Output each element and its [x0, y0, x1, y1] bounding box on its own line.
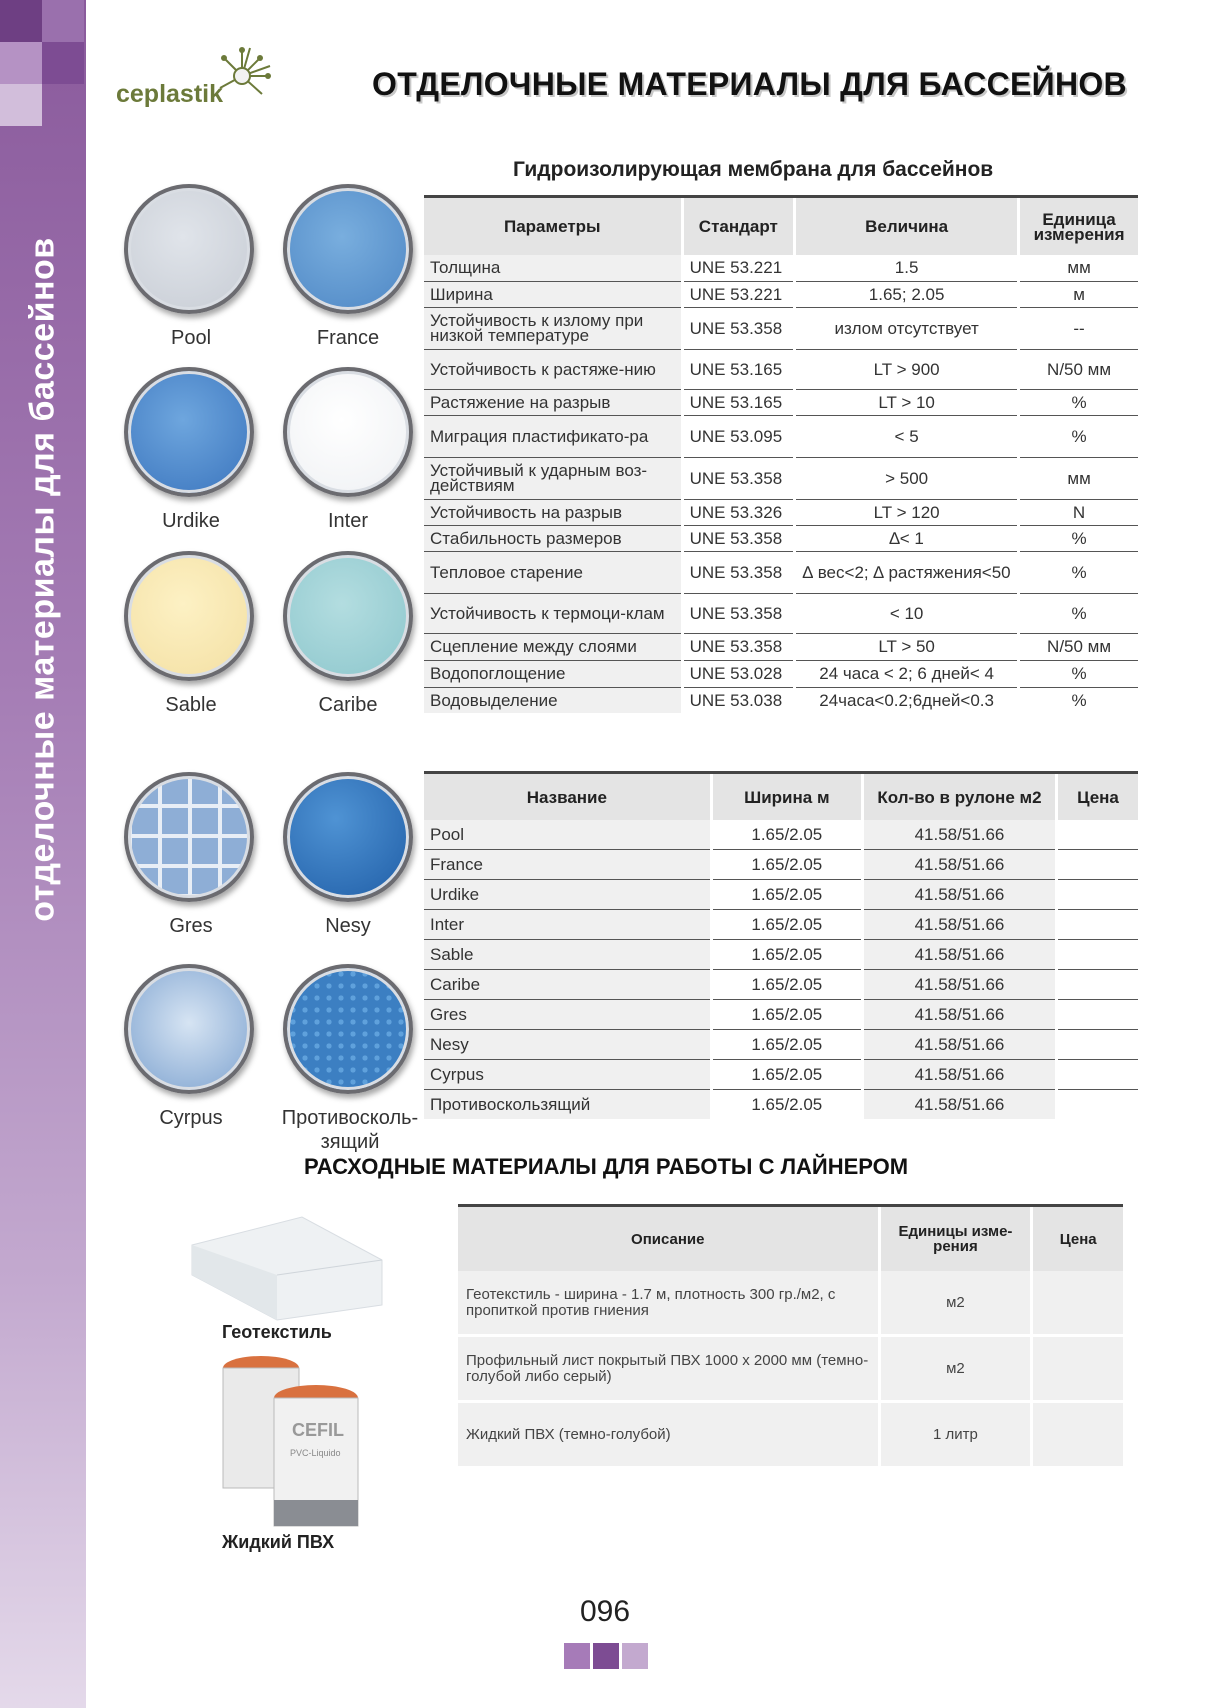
- table-row: [424, 389, 1138, 415]
- table-cell: 24 часа < 2; 6 дней< 4: [795, 660, 1019, 687]
- table-row: [424, 499, 1138, 525]
- swatch-label: Pool: [170, 327, 212, 349]
- table-cell: 41.58/51.66: [862, 1060, 1056, 1090]
- page-number: 096: [579, 1595, 631, 1628]
- table-cell: [1056, 1090, 1138, 1120]
- table-cell: 41.58/51.66: [862, 940, 1056, 970]
- table-cell: Urdike: [424, 880, 711, 910]
- table-cell: Ширина: [424, 281, 682, 307]
- table-cell: Устойчивость к термоци-клам: [424, 593, 682, 633]
- table-row: [424, 687, 1138, 713]
- table-cell: 1 литр: [879, 1402, 1032, 1468]
- table-cell: Nesy: [424, 1030, 711, 1060]
- table-cell: 41.58/51.66: [862, 970, 1056, 1000]
- table-row: [424, 1090, 1138, 1120]
- table-cell: UNE 53.221: [682, 281, 795, 307]
- swatch-caribe: [283, 551, 413, 681]
- table-cell: 1.65/2.05: [711, 970, 862, 1000]
- table-cell: [1056, 1000, 1138, 1030]
- table-cell: [1056, 1060, 1138, 1090]
- table-cell: Cyrpus: [424, 1060, 711, 1090]
- table-cell: Противоскользящий: [424, 1090, 711, 1120]
- table-cell: < 5: [795, 415, 1019, 457]
- table-cell: [1056, 1030, 1138, 1060]
- geotextile-image: [182, 1205, 387, 1325]
- column-header: Единица измерения: [1019, 197, 1138, 256]
- table-cell: %: [1019, 593, 1138, 633]
- footer-square: [593, 1643, 619, 1669]
- table-cell: 1.65/2.05: [711, 850, 862, 880]
- footer-square: [622, 1643, 648, 1669]
- table-cell: LT > 120: [795, 499, 1019, 525]
- table-cell: [1056, 880, 1138, 910]
- table-header-row: [424, 773, 1138, 821]
- table-cell: %: [1019, 415, 1138, 457]
- table-cell: Стабильность размеров: [424, 525, 682, 551]
- footer-square: [564, 1643, 590, 1669]
- column-header: Стандарт: [682, 197, 795, 256]
- table-header-row: [458, 1206, 1123, 1272]
- swatch-nesy: [283, 772, 413, 902]
- table-cell: 41.58/51.66: [862, 850, 1056, 880]
- table-row: [424, 1030, 1138, 1060]
- table-cell: Устойчивость к излому при низкой температуре: [424, 307, 682, 349]
- table-row: [424, 525, 1138, 551]
- table-cell: Толщина: [424, 255, 682, 281]
- table-cell: 1.65/2.05: [711, 880, 862, 910]
- table-cell: France: [424, 850, 711, 880]
- table-cell: LT > 50: [795, 633, 1019, 660]
- table-row: [424, 910, 1138, 940]
- table-cell: 1.65/2.05: [711, 1030, 862, 1060]
- can-label-text: PVC-Liquido: [290, 1448, 341, 1458]
- table-cell: %: [1019, 660, 1138, 687]
- table-cell: 1.65/2.05: [711, 1060, 862, 1090]
- table-row: [424, 1060, 1138, 1090]
- table-row: [424, 281, 1138, 307]
- table-cell: [1056, 970, 1138, 1000]
- table-row: [424, 660, 1138, 687]
- table-row: [424, 820, 1138, 850]
- table-cell: Устойчивый к ударным воз-действиям: [424, 457, 682, 499]
- table-cell: 1.65/2.05: [711, 1090, 862, 1120]
- table-cell: --: [1019, 307, 1138, 349]
- table-cell: LT > 900: [795, 349, 1019, 389]
- table-cell: N/50 мм: [1019, 349, 1138, 389]
- swatch-label: Inter: [327, 510, 369, 532]
- swatch-france: [283, 184, 413, 314]
- table-cell: [1056, 820, 1138, 850]
- swatch-label: Caribe: [318, 694, 378, 716]
- table-cell: 1.65/2.05: [711, 940, 862, 970]
- page-title: ОТДЕЛОЧНЫЕ МАТЕРИАЛЫ ДЛЯ БАССЕЙНОВ: [372, 66, 1127, 102]
- table-header-row: [424, 197, 1138, 256]
- column-header: Название: [424, 773, 711, 821]
- table-cell: 1.65; 2.05: [795, 281, 1019, 307]
- table-cell: 41.58/51.66: [862, 880, 1056, 910]
- table-row: [424, 457, 1138, 499]
- table-cell: UNE 53.326: [682, 499, 795, 525]
- deco-square: [0, 0, 42, 42]
- table-row: [424, 940, 1138, 970]
- swatch-label: Cyrpus: [159, 1107, 223, 1129]
- swatch-pool: [124, 184, 254, 314]
- table-cell: 41.58/51.66: [862, 1090, 1056, 1120]
- swatch-label: Gres: [169, 915, 213, 937]
- column-header: Цена: [1032, 1206, 1123, 1272]
- logo-text: ceplastik: [116, 80, 224, 108]
- liquid-pvc-caption: Жидкий ПВХ: [222, 1532, 335, 1552]
- table-row: [458, 1271, 1123, 1336]
- table-row: [424, 255, 1138, 281]
- column-header: Кол-во в рулоне м2: [862, 773, 1056, 821]
- swatch-label: Urdike: [162, 510, 220, 532]
- table-cell: Водовыделение: [424, 687, 682, 713]
- swatch-label: Противосколь-зящий: [281, 1107, 419, 1153]
- table-cell: N/50 мм: [1019, 633, 1138, 660]
- swatch-label: France: [316, 327, 380, 349]
- column-header: Величина: [795, 197, 1019, 256]
- table-cell: м2: [879, 1271, 1032, 1336]
- can-brand-text: CEFIL: [292, 1420, 344, 1440]
- table-row: [424, 850, 1138, 880]
- table-cell: [1056, 910, 1138, 940]
- table-cell: N: [1019, 499, 1138, 525]
- deco-square: [42, 42, 84, 84]
- swatch-cyrpus: [124, 964, 254, 1094]
- table-cell: UNE 53.358: [682, 525, 795, 551]
- table-row: [424, 593, 1138, 633]
- table-cell: [1056, 940, 1138, 970]
- liquid-pvc-cans-image: [206, 1350, 376, 1535]
- table-cell: Водопоглощение: [424, 660, 682, 687]
- table-cell: UNE 53.165: [682, 349, 795, 389]
- column-header: Ширина м: [711, 773, 862, 821]
- table-cell: Caribe: [424, 970, 711, 1000]
- column-header: Описание: [458, 1206, 879, 1272]
- table-cell: UNE 53.028: [682, 660, 795, 687]
- table-cell: %: [1019, 687, 1138, 713]
- swatch-label: Nesy: [325, 915, 371, 937]
- table-cell: UNE 53.221: [682, 255, 795, 281]
- table-cell: Миграция пластификато-ра: [424, 415, 682, 457]
- side-band: отделочные материалы для бассейнов: [0, 0, 86, 1708]
- table-row: [424, 1000, 1138, 1030]
- table-row: [424, 551, 1138, 593]
- table-cell: Профильный лист покрытый ПВХ 1000 х 2000 мм (темно-голубой либо серый): [458, 1336, 879, 1402]
- table-cell: 1.65/2.05: [711, 910, 862, 940]
- membrane-params-table: [424, 195, 1138, 713]
- table-cell: Жидкий ПВХ (темно-голубой): [458, 1402, 879, 1468]
- table-cell: Устойчивость к растяже-нию: [424, 349, 682, 389]
- consumables-table: [458, 1204, 1123, 1469]
- table-cell: Inter: [424, 910, 711, 940]
- table-row: [424, 307, 1138, 349]
- table-cell: 41.58/51.66: [862, 1000, 1056, 1030]
- swatch-inter: [283, 367, 413, 497]
- table-cell: 1.65/2.05: [711, 1000, 862, 1030]
- table-row: [424, 349, 1138, 389]
- table-cell: Тепловое старение: [424, 551, 682, 593]
- swatch-gres: [124, 772, 254, 902]
- table-cell: м2: [879, 1336, 1032, 1402]
- table-cell: UNE 53.358: [682, 551, 795, 593]
- table-cell: 41.58/51.66: [862, 1030, 1056, 1060]
- table-row: [458, 1336, 1123, 1402]
- table-cell: > 500: [795, 457, 1019, 499]
- table-cell: UNE 53.358: [682, 457, 795, 499]
- column-header: Цена: [1056, 773, 1138, 821]
- swatch-sable: [124, 551, 254, 681]
- table-cell: LT > 10: [795, 389, 1019, 415]
- table-cell: UNE 53.165: [682, 389, 795, 415]
- liner-price-table: [424, 771, 1138, 1119]
- table-cell: излом отсутствует: [795, 307, 1019, 349]
- table-row: [424, 880, 1138, 910]
- table-cell: %: [1019, 525, 1138, 551]
- table-cell: ∆< 1: [795, 525, 1019, 551]
- swatch-urdike: [124, 367, 254, 497]
- column-header: Параметры: [424, 197, 682, 256]
- table-cell: Sable: [424, 940, 711, 970]
- deco-square: [0, 42, 42, 84]
- table-cell: Сцепление между слоями: [424, 633, 682, 660]
- table-cell: 24часа<0.2;6дней<0.3: [795, 687, 1019, 713]
- table-row: [424, 970, 1138, 1000]
- swatch-label: Sable: [165, 694, 217, 716]
- table-cell: Геотекстиль - ширина - 1.7 м, плотность 300 гр./м2, с пропиткой против гниения: [458, 1271, 879, 1336]
- table-cell: Gres: [424, 1000, 711, 1030]
- table-cell: ∆ вес<2; ∆ растяжения<50: [795, 551, 1019, 593]
- table-row: [458, 1402, 1123, 1468]
- table-row: [424, 415, 1138, 457]
- table-cell: UNE 53.038: [682, 687, 795, 713]
- membrane-title: Гидроизолирующая мембрана для бассейнов: [513, 158, 994, 181]
- table-cell: %: [1019, 551, 1138, 593]
- table-cell: [1032, 1271, 1123, 1336]
- table-cell: UNE 53.358: [682, 593, 795, 633]
- consumables-title: РАСХОДНЫЕ МАТЕРИАЛЫ ДЛЯ РАБОТЫ С ЛАЙНЕРОМ: [304, 1154, 909, 1179]
- table-cell: м: [1019, 281, 1138, 307]
- table-cell: < 10: [795, 593, 1019, 633]
- table-cell: 41.58/51.66: [862, 820, 1056, 850]
- table-row: [424, 633, 1138, 660]
- column-header: Единицы изме-рения: [879, 1206, 1032, 1272]
- table-cell: [1032, 1336, 1123, 1402]
- deco-square: [42, 0, 84, 42]
- swatch-anti-slip: [283, 964, 413, 1094]
- table-cell: 1.65/2.05: [711, 820, 862, 850]
- table-cell: UNE 53.358: [682, 633, 795, 660]
- geotextile-caption: Геотекстиль: [222, 1322, 332, 1342]
- table-cell: Устойчивость на разрыв: [424, 499, 682, 525]
- table-cell: Pool: [424, 820, 711, 850]
- table-cell: UNE 53.358: [682, 307, 795, 349]
- table-cell: мм: [1019, 255, 1138, 281]
- table-cell: 41.58/51.66: [862, 910, 1056, 940]
- table-cell: 1.5: [795, 255, 1019, 281]
- table-cell: [1056, 850, 1138, 880]
- table-cell: [1032, 1402, 1123, 1468]
- deco-square: [0, 84, 42, 126]
- table-cell: UNE 53.095: [682, 415, 795, 457]
- table-cell: Растяжение на разрыв: [424, 389, 682, 415]
- table-cell: %: [1019, 389, 1138, 415]
- table-cell: мм: [1019, 457, 1138, 499]
